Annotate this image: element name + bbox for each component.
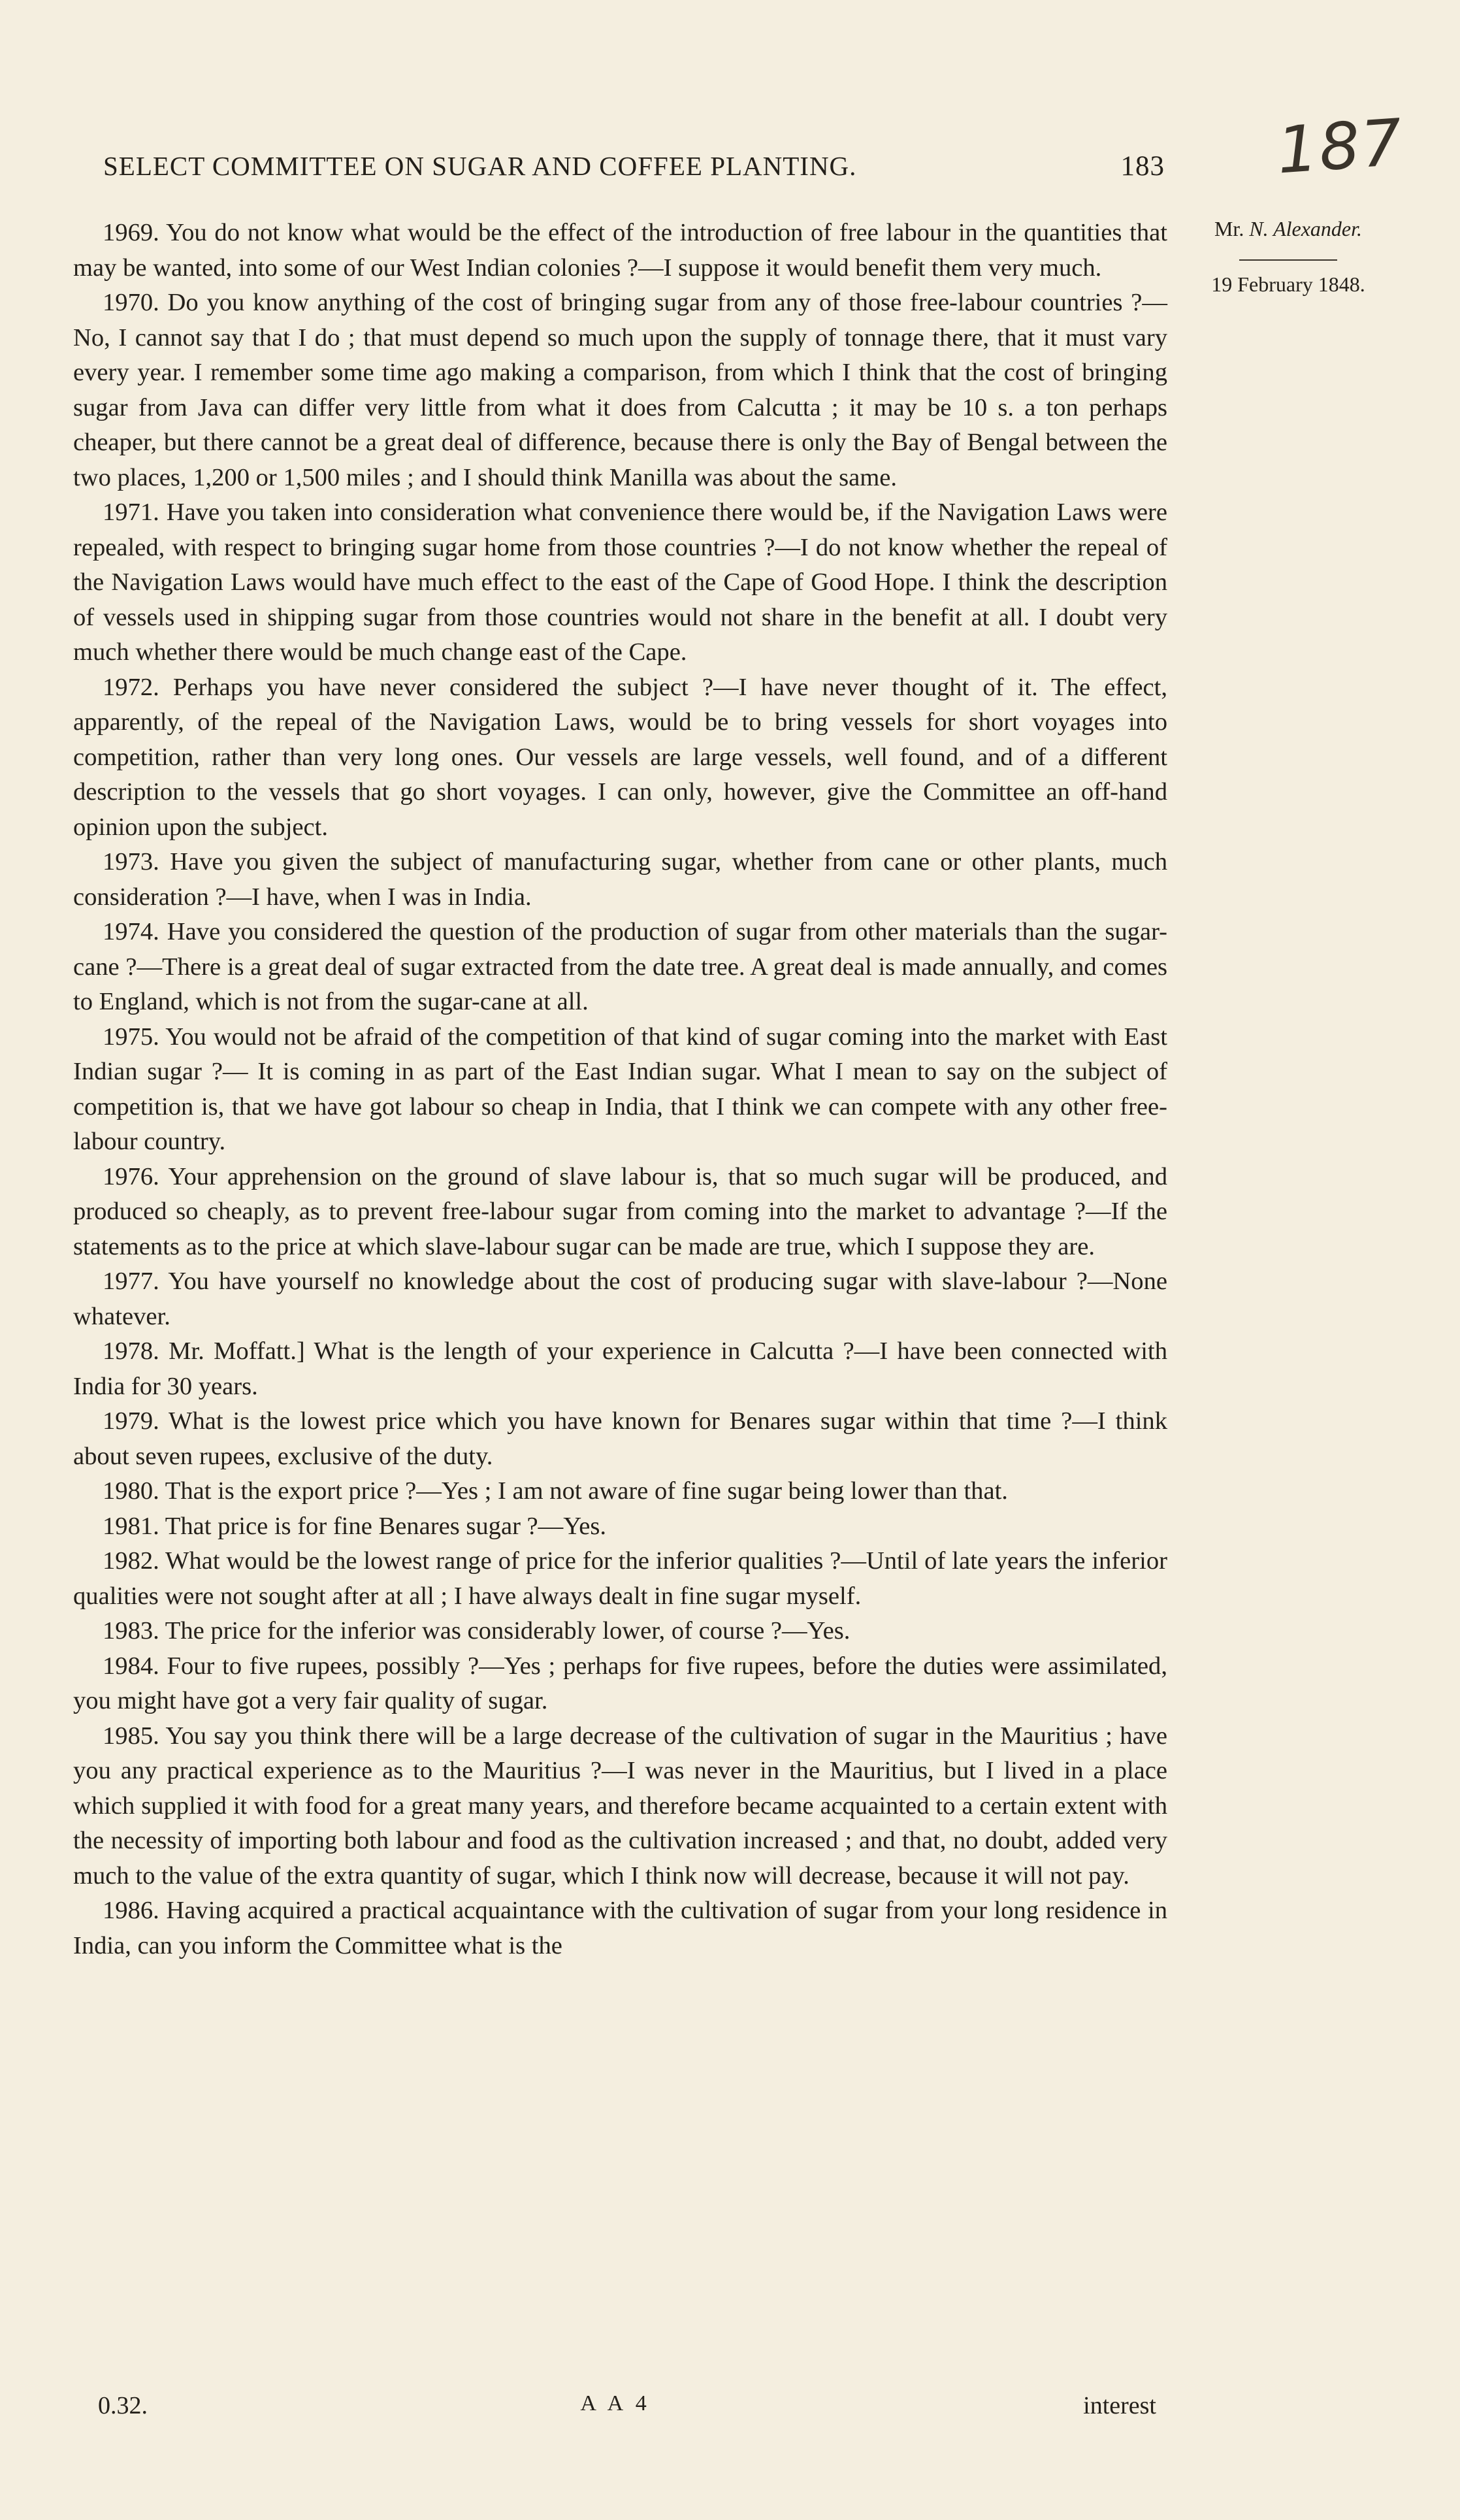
question-paragraph: 1974. Have you considered the question of the production of sugar from other materials than the sugar-cane ?—There is a great deal of sugar extracted from the date tree. A great deal is made annually, and comes to England, which is not from the sugar-cane at all. <box>73 918 1167 1015</box>
question-paragraph: 1977. You have yourself no knowledge about the cost of producing sugar with slave-labour ?—None whatever. <box>73 1268 1167 1330</box>
question-paragraph: 1984. Four to five rupees, possibly ?—Yes ; perhaps for five rupees, before the duties were assimilated, you might have got a very fair quality of sugar. <box>73 1652 1167 1714</box>
witness-date: 19 February 1848. <box>1211 272 1365 296</box>
sidenote-rule <box>1239 259 1337 261</box>
footer-reference: 0.32. <box>98 2392 148 2419</box>
question-paragraph: 1985. You say you think there will be a large decrease of the cultivation of sugar in the Mauritius ; have you any practical experience as to the Mauritius ?—I was never in the Mauritius, but I lived in a place which supplied it with food for a great many years, and therefore became acquainted to a certain extent with the necessity of importing both labour and food as the cultivation increased ; and that, no doubt, added very much to the value of the extra quantity of sugar, which I think now will decrease, because it will not pay. <box>73 1722 1167 1890</box>
question-paragraph: 1979. What is the lowest price which you have known for Benares sugar within that time ?—I think about seven rupees, exclusive of the duty. <box>73 1407 1167 1470</box>
running-title: SELECT COMMITTEE ON SUGAR AND COFFEE PLANTING. <box>103 151 857 181</box>
signature-mark: A A 4 <box>580 2391 651 2415</box>
question-paragraph: 1983. The price for the inferior was considerably lower, of course ?—Yes. <box>103 1617 851 1645</box>
question-paragraph: 1970. Do you know anything of the cost of bringing sugar from any of those free-labour countries ?—No, I cannot say that I do ; that must depend so much upon the supply of tonnage there, that it must vary every year. I remember some time ago making a comparison, from which I think that the cost of bringing sugar from Java can differ very little from what it does from Calcutta ; it may be 10 s. a ton perhaps cheaper, but there cannot be a great deal of difference, because there is only the Bay of Bengal between the two places, 1,200 or 1,500 miles ; and I should think Manilla was about the same. <box>73 289 1167 491</box>
question-paragraph: 1982. What would be the lowest range of price for the inferior qualities ?—Until of late years the inferior qualities were not sought after at all ; I have always dealt in fine sugar myself. <box>73 1547 1167 1610</box>
question-paragraph: 1975. You would not be afraid of the competition of that kind of sugar coming into the market with East Indian sugar ?— It is coming in as part of the East Indian sugar. What I mean to say on the subject of competition is, that we have got labour so cheap in India, that I think we can compete with any other free-labour country. <box>73 1023 1167 1155</box>
page-number: 183 <box>1120 151 1165 182</box>
question-paragraph: 1980. That is the export price ?—Yes ; I am not aware of fine sugar being lower than that. <box>103 1477 1008 1505</box>
margin-sidenote <box>1184 217 1393 297</box>
evidence-body <box>73 216 1167 1963</box>
handwritten-folio-number: 187 <box>1274 105 1406 189</box>
witness-name: Mr. N. Alexander. <box>1214 217 1363 240</box>
page-footer <box>98 2391 1156 2420</box>
question-paragraph: 1972. Perhaps you have never considered the subject ?—I have never thought of it. The effect, apparently, of the repeal of the Navigation Laws, would be to bring vessels for short voyages into competition, rather than very long ones. Our vessels are large vessels, well found, and of a different description to the vessels that go short voyages. I can only, however, give the Committee an off-hand opinion upon the subject. <box>73 673 1167 841</box>
question-paragraph: 1976. Your apprehension on the ground of slave labour is, that so much sugar will be produced, and produced so cheaply, as to prevent free-labour sugar from coming into the market to advantage ?—If the statements as to the price at which slave-labour sugar can be made are true, which I suppose they are. <box>73 1162 1167 1260</box>
question-paragraph: 1978. Mr. Moffatt.] What is the length of your experience in Calcutta ?—I have been connected with India for 30 years. <box>73 1337 1167 1400</box>
running-header <box>103 150 1165 182</box>
question-paragraph: 1981. That price is for fine Benares sugar ?—Yes. <box>103 1512 607 1540</box>
question-paragraph: 1971. Have you taken into consideration what convenience there would be, if the Navigation Laws were repealed, with respect to bringing sugar home from those countries ?—I do not know whether the repeal of the Navigation Laws would have much effect to the east of the Cape of Good Hope. I think the description of vessels used in shipping sugar from those countries would not share in the benefit at all. I doubt very much whether there would be much change east of the Cape. <box>73 499 1167 666</box>
question-paragraph: 1973. Have you given the subject of manufacturing sugar, whether from cane or other plants, much consideration ?—I have, when I was in India. <box>73 848 1167 911</box>
catchword: interest <box>1083 2392 1156 2419</box>
question-paragraph: 1986. Having acquired a practical acquaintance with the cultivation of sugar from your long residence in India, can you inform the Committee what is the <box>73 1897 1167 1959</box>
question-paragraph: 1969. You do not know what would be the effect of the introduction of free labour in the quantities that may be wanted, into some of our West Indian colonies ?—I suppose it would benefit them very much. <box>73 219 1167 282</box>
